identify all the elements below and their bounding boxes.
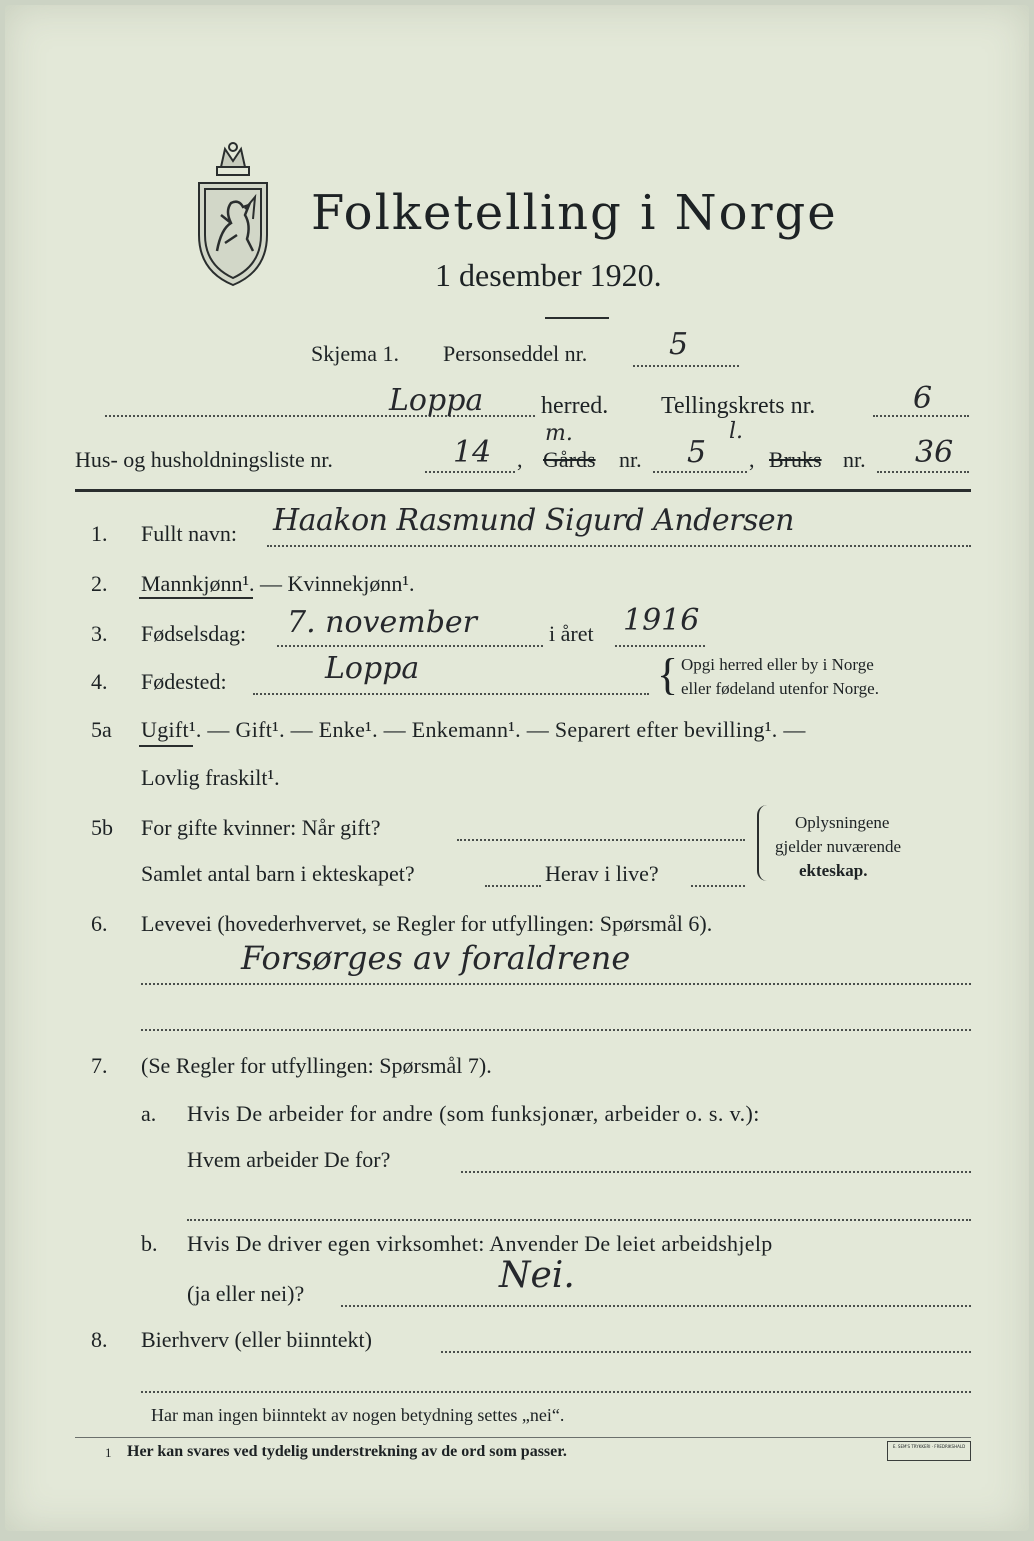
q7-label: (Se Regler for utfyllingen: Spørsmål 7). bbox=[141, 1053, 492, 1078]
q4-label: Fødested: bbox=[141, 669, 227, 694]
hus-value: 14 bbox=[453, 435, 492, 470]
personseddel-field[interactable] bbox=[633, 365, 739, 367]
q5b-number: 5b bbox=[91, 815, 113, 840]
gards-nr-label: nr. bbox=[619, 447, 642, 472]
side-income-field-1[interactable] bbox=[441, 1351, 971, 1353]
mannkjonn-underline bbox=[139, 597, 253, 599]
q7b-label-2: (ja eller nei)? bbox=[187, 1281, 305, 1306]
q7a-letter: a. bbox=[141, 1101, 157, 1126]
q5b-label-2: Samlet antal barn i ekteskapet? bbox=[141, 861, 415, 886]
birthdate-value: 7. november bbox=[287, 605, 477, 640]
q1-number: 1. bbox=[91, 521, 108, 546]
q7b-letter: b. bbox=[141, 1231, 158, 1256]
q1-label: Fullt navn: bbox=[141, 521, 237, 546]
birthplace-value: Loppa bbox=[325, 651, 420, 686]
occupation-value: Forsørges av foraldrene bbox=[241, 939, 631, 977]
q6-number: 6. bbox=[91, 911, 108, 936]
q7b-label-1: Hvis De driver egen virksomhet: Anvender De leiet arbeidshjelp bbox=[187, 1231, 773, 1256]
header-rule bbox=[75, 489, 971, 492]
q5b-label-1: For gifte kvinner: Når gift? bbox=[141, 815, 381, 840]
gards-field[interactable] bbox=[653, 471, 747, 473]
q8-label: Bierhverv (eller biinntekt) bbox=[141, 1327, 372, 1352]
q6-label: Levevei (hovederhvervet, se Regler for utfyllingen: Spørsmål 6). bbox=[141, 911, 713, 936]
bruks-field[interactable] bbox=[877, 471, 969, 473]
q7-number: 7. bbox=[91, 1053, 108, 1078]
gender-options[interactable]: Mannkjønn¹. — Kvinnekjønn¹. bbox=[141, 571, 415, 596]
full-name-value: Haakon Rasmund Sigurd Andersen bbox=[273, 503, 794, 538]
q4-note-1: Opgi herred eller by i Norge bbox=[681, 655, 874, 674]
footnote-rule bbox=[75, 1437, 971, 1438]
children-count-field[interactable] bbox=[485, 885, 541, 887]
gards-label: Gårds bbox=[543, 447, 596, 472]
children-alive-field[interactable] bbox=[691, 885, 745, 887]
q5b-bracket bbox=[757, 805, 767, 881]
annotation-m: m. bbox=[545, 421, 573, 446]
census-date: 1 desember 1920. bbox=[435, 257, 662, 293]
skjema-label: Skjema 1. bbox=[311, 341, 399, 366]
annotation-l: l. bbox=[729, 419, 744, 444]
employer-field-2[interactable] bbox=[187, 1219, 971, 1221]
q5b-note-2: gjelder nuværende bbox=[775, 837, 902, 856]
form-title: Folketelling i Norge bbox=[311, 185, 838, 241]
q4-number: 4. bbox=[91, 669, 108, 694]
birthyear-value: 1916 bbox=[623, 603, 700, 638]
birthplace-field[interactable] bbox=[253, 693, 649, 695]
census-form: Folketelling i Norge 1 desember 1920. Skjema 1. Personseddel nr. 5 Loppa herred. Tellingskrets nr. 6 m. Hus- og husholdningsliste nr. 14 , Gårds nr. 5 l. , Bruks nr. 36 1. Fullt navn: Haakon Rasmund Sigurd Andersen 2. Mannkjønn¹. — Kvinnekjønn¹. 3. Fødselsdag: 7. november i året 1916 4. Fødested: Loppa { Opgi herred eller by i Norge eller fødeland utenfor Norge. 5a Ugift¹. — Gift¹. — Enke¹. — Enkemann¹. — Separert efter bevilling¹. — Lovlig fraskilt¹. 5b For gifte kvinner: Når gift? Samlet antal barn i ekteskapet? Herav i live? Oplysningene gjelder nuværende ekteskap. 6. Levevei (hovederhvervet, se Regler for utfyllingen: Spørsmål 6). Forsørges av foraldrene 7. (Se Regler for utfyllingen: Spørsmål 7). a. Hvis De arbeider for andre (som funksjonær, arbeider o. s. v.): Hvem arbeider De for? b. Hvis De driver egen virksomhet: Anvender De leiet arbeidshjelp (ja eller nei)? Nei. 8. Bierhverv (eller biinntekt) Har man ingen biinntekt av nogen betydning settes „nei“. 1 Her kan svares ved tydelig understrekning av de ord som passer. E. SEM'S TRYKKERI · FREDRIKSHALD bbox=[5, 5, 1029, 1531]
ugift-underline bbox=[139, 745, 193, 747]
q5b-note-1: Oplysningene bbox=[795, 813, 890, 832]
q4-brace: { bbox=[657, 650, 679, 699]
footnote-mark: 1 bbox=[105, 1445, 112, 1460]
marital-options[interactable]: Ugift¹. — Gift¹. — Enke¹. — Enkemann¹. — Separert efter bevilling¹. — bbox=[141, 717, 806, 742]
footnote-text: Her kan svares ved tydelig understrekning av de ord som passer. bbox=[127, 1443, 567, 1460]
bruks-nr-label: nr. bbox=[843, 447, 866, 472]
q2-number: 2. bbox=[91, 571, 108, 596]
q5b-note-3: ekteskap. bbox=[799, 861, 868, 880]
birthyear-field[interactable] bbox=[615, 645, 705, 647]
q5b-label-3: Herav i live? bbox=[545, 861, 659, 886]
q5a-number: 5a bbox=[91, 717, 112, 742]
gards-value: 5 bbox=[687, 435, 707, 470]
tellingskrets-value: 6 bbox=[913, 381, 933, 416]
q8-note: Har man ingen biinntekt av nogen betydning settes „nei“. bbox=[151, 1405, 565, 1425]
norway-coat-of-arms-icon bbox=[191, 139, 275, 289]
q3-year-label: i året bbox=[549, 621, 594, 646]
hired-help-field[interactable] bbox=[341, 1305, 971, 1307]
herred-label: herred. bbox=[541, 393, 609, 419]
occupation-field-2[interactable] bbox=[141, 1029, 971, 1031]
full-name-field[interactable] bbox=[267, 545, 971, 547]
occupation-field-1[interactable] bbox=[141, 983, 971, 985]
marital-options-2[interactable]: Lovlig fraskilt¹. bbox=[141, 765, 280, 790]
hus-field[interactable] bbox=[425, 471, 515, 473]
printer-stamp: E. SEM'S TRYKKERI · FREDRIKSHALD bbox=[887, 1441, 971, 1461]
q3-number: 3. bbox=[91, 621, 108, 646]
q7a-label-1: Hvis De arbeider for andre (som funksjonær, arbeider o. s. v.): bbox=[187, 1101, 760, 1126]
bruks-label: Bruks bbox=[769, 447, 822, 472]
bruks-value: 36 bbox=[915, 435, 954, 470]
herred-value: Loppa bbox=[389, 383, 484, 418]
marriage-date-field[interactable] bbox=[457, 839, 745, 841]
personseddel-value: 5 bbox=[669, 327, 689, 362]
q8-number: 8. bbox=[91, 1327, 108, 1352]
hus-label: Hus- og husholdningsliste nr. bbox=[75, 447, 333, 472]
employer-field-1[interactable] bbox=[461, 1171, 971, 1173]
q7a-label-2: Hvem arbeider De for? bbox=[187, 1147, 391, 1172]
q4-note-2: eller fødeland utenfor Norge. bbox=[681, 679, 879, 698]
birthdate-field[interactable] bbox=[277, 645, 543, 647]
q3-label: Fødselsdag: bbox=[141, 621, 247, 646]
tellingskrets-label: Tellingskrets nr. bbox=[661, 393, 816, 419]
title-divider bbox=[545, 317, 609, 319]
hired-help-value: Nei. bbox=[499, 1255, 575, 1296]
side-income-field-2[interactable] bbox=[141, 1391, 971, 1393]
personseddel-label: Personseddel nr. bbox=[443, 341, 588, 366]
